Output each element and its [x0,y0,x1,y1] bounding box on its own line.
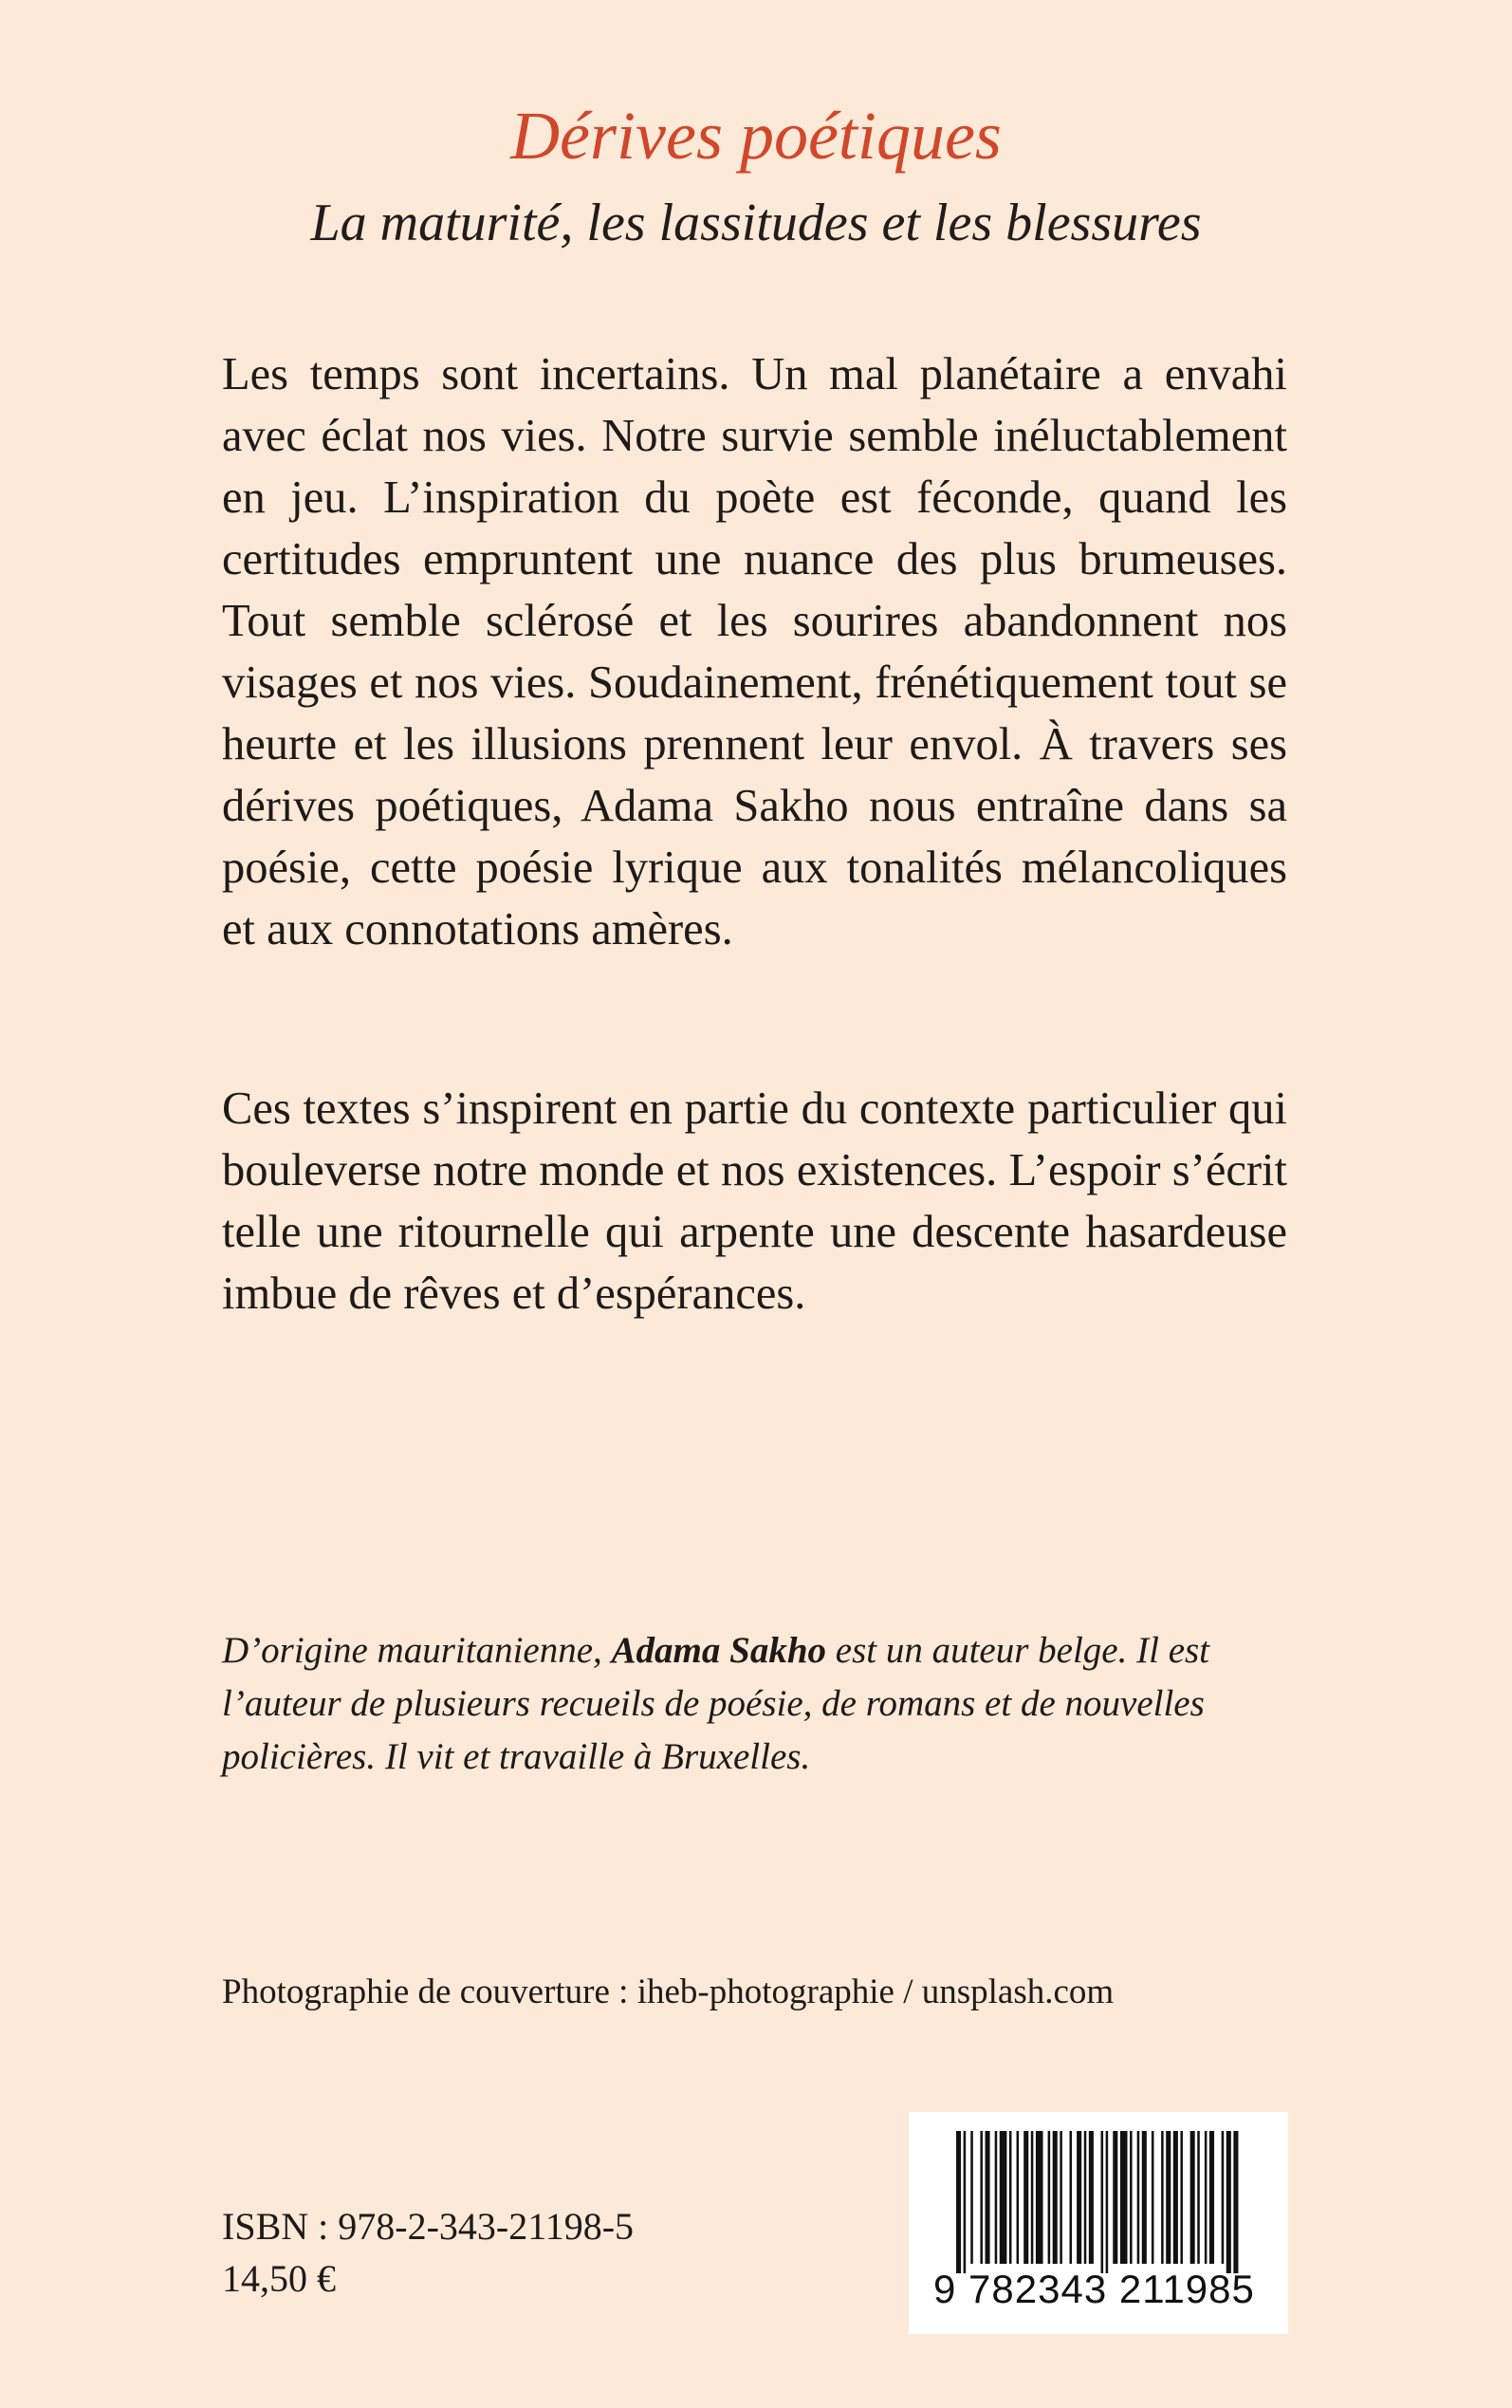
barcode-bar [1161,2131,1164,2264]
isbn: ISBN : 978-2-343-21198-5 [222,2205,635,2248]
barcode-bar [1130,2131,1133,2264]
barcode-bar [1142,2131,1147,2264]
price: 14,50 € [222,2257,336,2300]
barcode-bar [1152,2131,1154,2264]
author-bio [222,1624,1303,1784]
barcode-bar [1077,2131,1081,2264]
photo-credit: Photographie de couverture : iheb-photographie / unsplash.com [222,1973,1115,2011]
barcode-bar [970,2131,973,2264]
barcode-bar [1209,2131,1214,2264]
barcode-bar [1113,2131,1117,2264]
barcode-bar [956,2131,961,2273]
barcode [909,2112,1288,2334]
barcode-bar [1031,2131,1034,2264]
barcode-bar [1101,2131,1104,2273]
barcode-bars [956,2131,1241,2273]
barcode-bar [1222,2131,1225,2264]
author-bio-rest: est un auteur belge. Il est l’auteur de plusieurs recueils de poésie, de romans et de nouvelles policières. Il vit et travaille à Bruxelles. [222,1630,1210,1777]
barcode-bar [1233,2131,1238,2273]
barcode-bar [1017,2131,1020,2264]
blurb-paragraph-2: Ces textes s’inspirent en partie du contexte particulier qui bouleverse notre monde et nos existences. L’espoir s’écrit telle une ritournelle qui arpente une descente hasardeuse imbue de rêves et d’espérances. [222,1084,1287,1319]
barcode-bar [1173,2131,1178,2264]
book-subtitle: La maturité, les lassitudes et les blessures [310,194,1202,252]
barcode-bar [1180,2131,1183,2264]
barcode-bar [1048,2131,1051,2264]
barcode-bar [1166,2131,1171,2264]
barcode-bar [964,2131,967,2273]
barcode-bar [1089,2131,1094,2264]
barcode-bar [995,2131,998,2264]
barcode-bar [1226,2131,1231,2273]
barcode-bar [1137,2131,1140,2264]
barcode-bar [1036,2131,1043,2264]
barcode-number: 9 782343 211985 [933,2267,1255,2311]
barcode-bar [1190,2131,1195,2264]
barcode-bar [1197,2131,1200,2264]
barcode-bar [1023,2131,1028,2264]
blurb-paragraph-1: Les temps sont incertains. Un mal planétaire a envahi avec éclat nos vies. Notre survie semble inéluctablement en jeu. L’inspiration du poète est féconde, quand les certitudes empruntent une nuance des plus brumeuses. Tout semble sclérosé et les sourires abandonnent nos visages et nos vies. Soudainement, frénétiquement tout se heurte et les illusions prennent leur envol. À travers ses dérives poétiques, Adama Sakho nous entraîne dans sa poésie, cette poésie lyrique aux tonalités mélancoliques et aux connotations amères. [222,349,1287,954]
barcode-bar [1069,2131,1072,2264]
barcode-bar [1060,2131,1062,2264]
barcode-bar [986,2131,990,2264]
barcode-bar [1053,2131,1058,2264]
barcode-bar [1106,2131,1109,2273]
barcode-bar [1084,2131,1087,2264]
barcode-bar [1000,2131,1007,2264]
barcode-bar [1120,2131,1128,2264]
barcode-bar [1205,2131,1208,2264]
barcode-bar [980,2131,983,2264]
author-name: Adama Sakho [611,1630,827,1671]
barcode-bar [1009,2131,1012,2264]
author-bio-intro: D’origine mauritanienne, [222,1630,612,1671]
book-title: Dérives poétiques [510,98,1002,174]
